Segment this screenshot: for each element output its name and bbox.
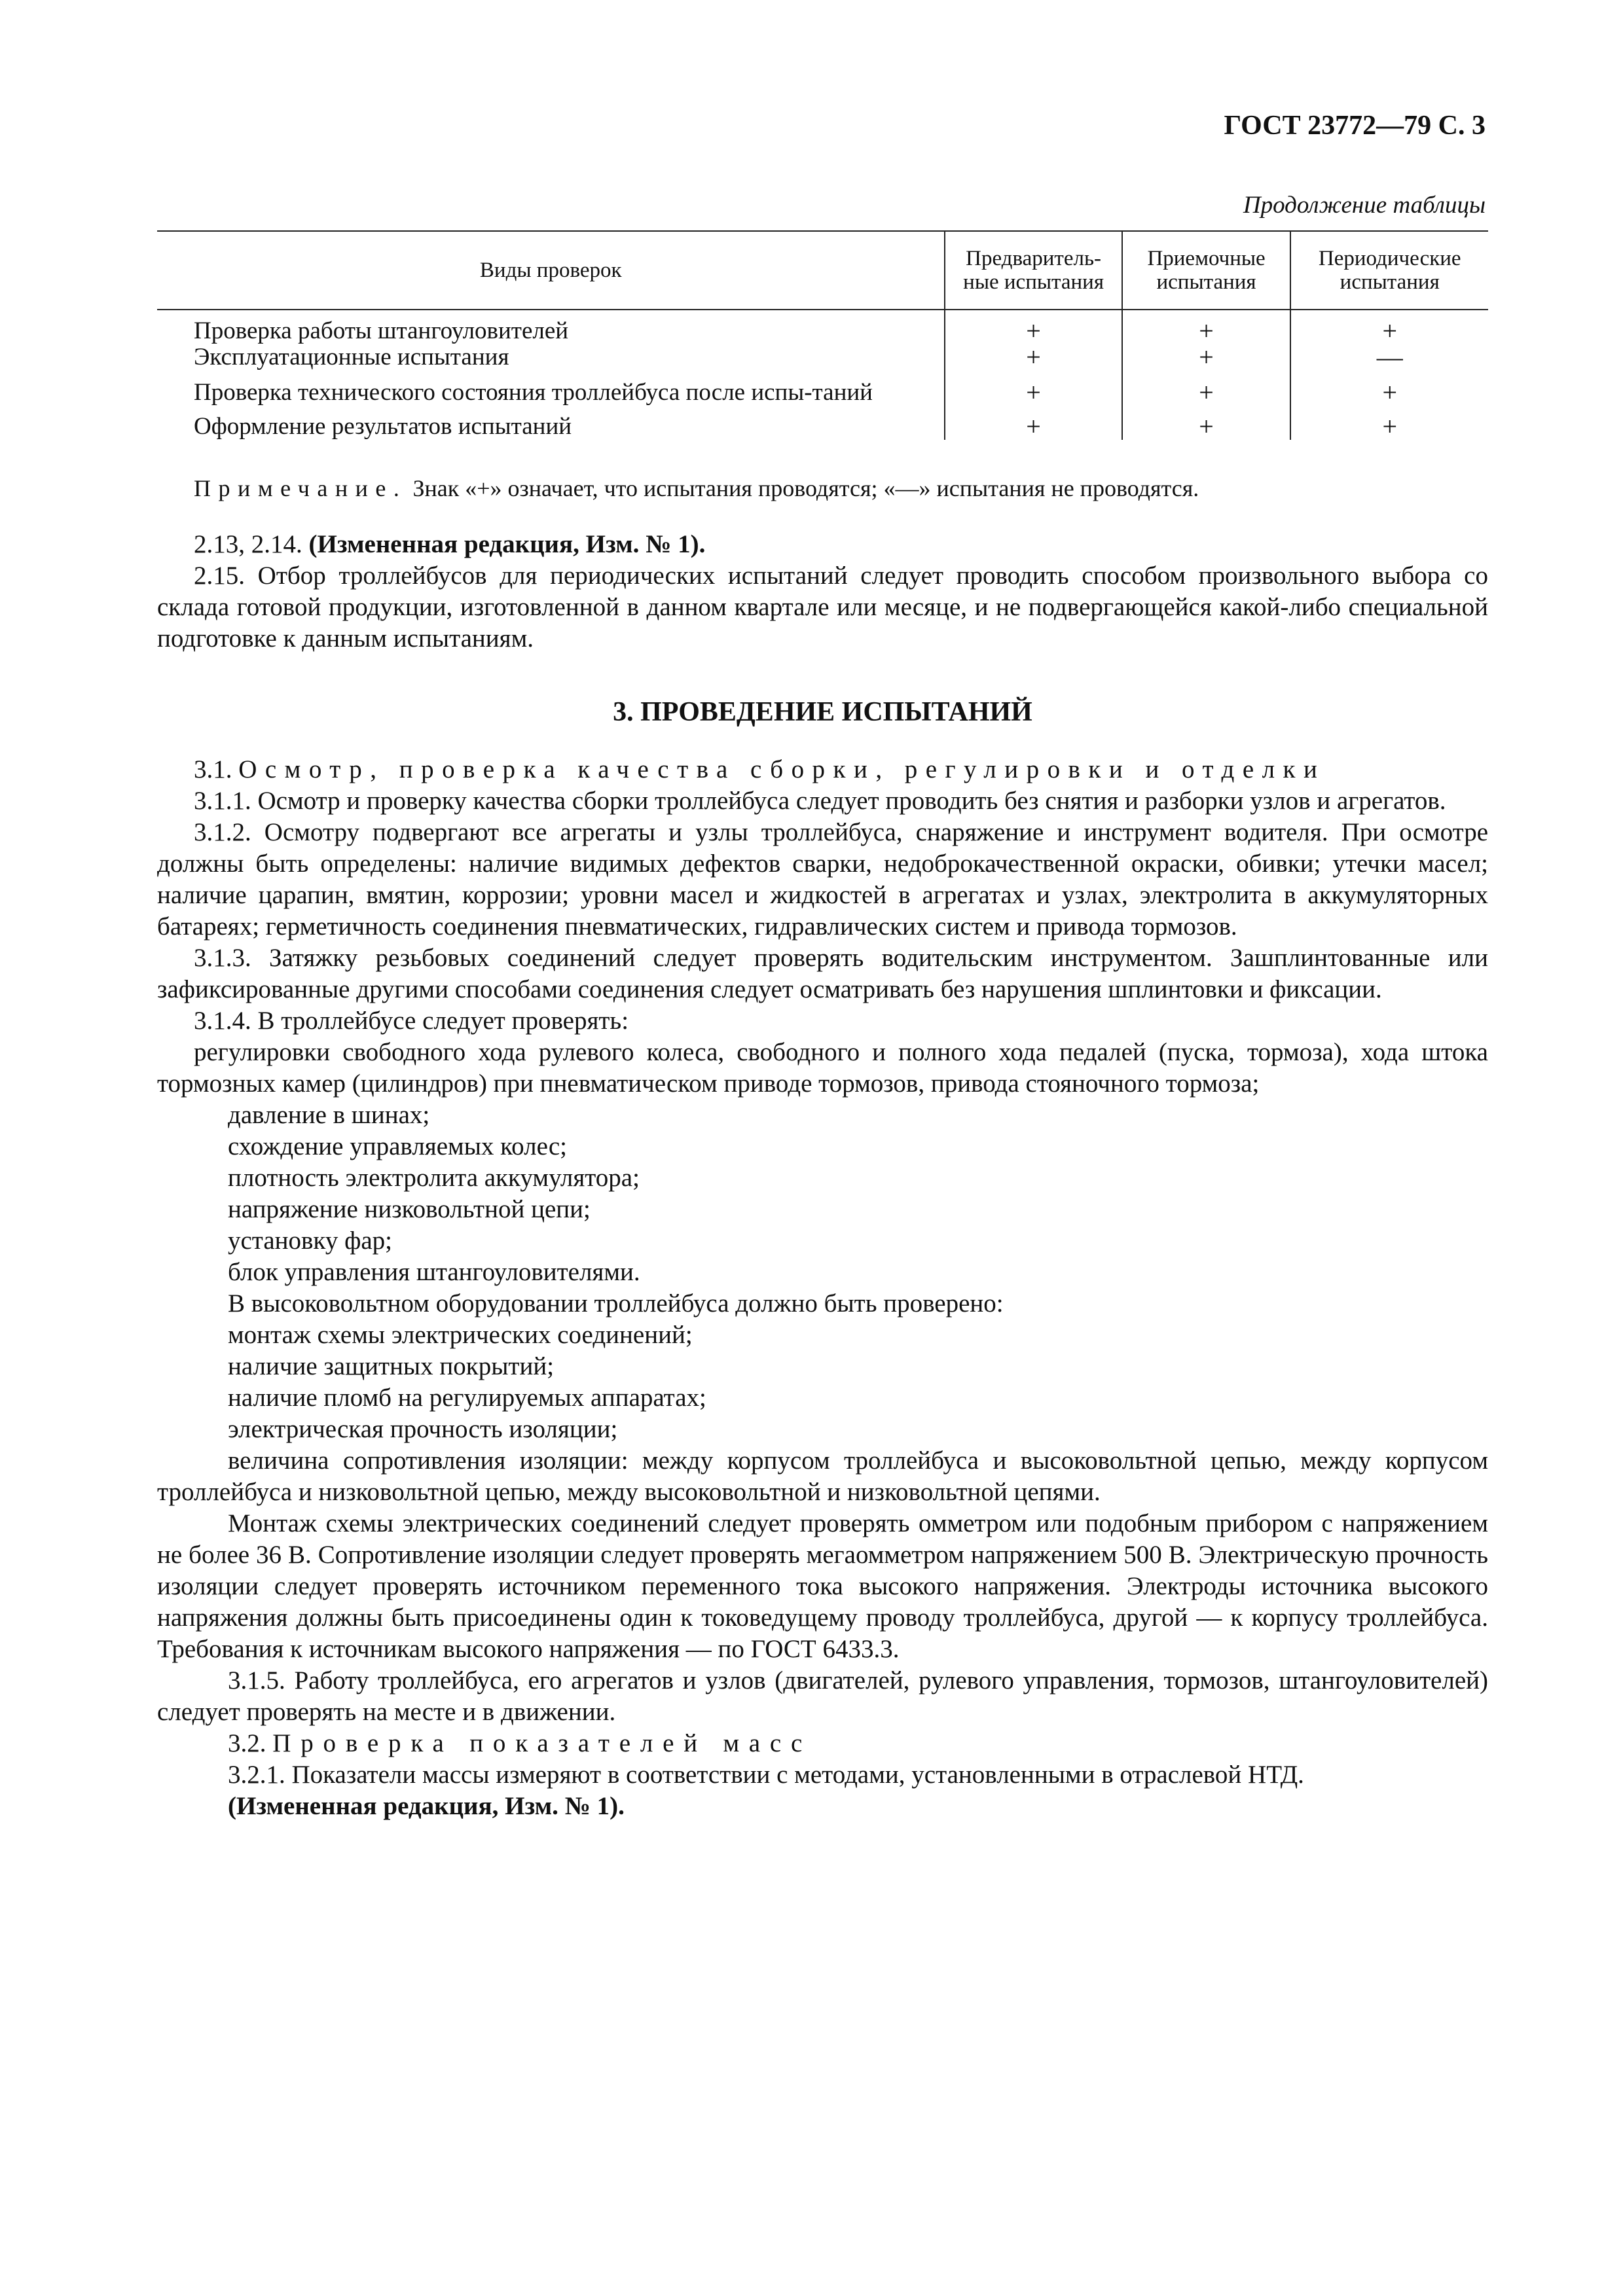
row-name bbox=[157, 370, 945, 406]
row-name: Оформление результатов испытаний bbox=[194, 413, 572, 440]
table-row bbox=[157, 344, 1488, 370]
row-mark: + bbox=[1290, 370, 1488, 406]
list-item: схождение управляемых колес; bbox=[228, 1132, 568, 1160]
paragraph-3-1-2: 3.1.2. Осмотру подвергают все агрегаты и узлы троллейбуса, снаряжение и инструмент водителя. При осмотре должны быть определены: наличие видимых дефектов сварки, недоброкачественной окраски, обивки; утечки масел; наличие царапин, вмятин, коррозии; уровни масел и жидкостей в агрегатах и узлах, электролита в аккумуляторных батареях; герметичность соединения пневматических, гидравлических систем и привода тормозов. bbox=[157, 818, 1488, 941]
row-mark: + bbox=[1290, 310, 1488, 344]
checks-table bbox=[157, 230, 1488, 440]
section-3-body bbox=[157, 754, 1488, 1822]
paragraph-3-1-3: 3.1.3. Затяжку резьбовых соединений следует проверять водительским инструментом. Зашплинтованные или зафиксированные другими способами соединения следует осматривать без нарушения шплинтовки и фиксации. bbox=[157, 944, 1488, 1003]
row-mark: + bbox=[1122, 310, 1291, 344]
paragraph-regulation: регулировки свободного хода рулевого колеса, свободного и полного хода педалей (пуска, тормоза), хода штока тормозных камер (цилиндров) при пневматическом приводе тормозов, привода стояночного тормоза; bbox=[157, 1038, 1488, 1098]
row-mark: + bbox=[945, 406, 1122, 440]
note-label: Примечание. bbox=[194, 475, 407, 501]
paragraph-2-13-num: 2.13, 2.14. bbox=[194, 530, 302, 558]
amendment-note: (Измененная редакция, Изм. № 1). bbox=[228, 1792, 625, 1820]
col-header-check-types: Виды проверок bbox=[157, 231, 945, 310]
paragraph-hv: В высоковольтном оборудовании троллейбуса должно быть проверено: bbox=[228, 1289, 1004, 1318]
row-mark: + bbox=[1290, 406, 1488, 440]
row-name: Проверка работы штангоуловителей bbox=[194, 317, 569, 344]
col-header-periodic: Периодические испытания bbox=[1290, 231, 1488, 310]
paragraph-3-1-1: 3.1.1. Осмотр и проверку качества сборки троллейбуса следует проводить без снятия и разборки узлов и агрегатов. bbox=[194, 787, 1446, 815]
list-item: монтаж схемы электрических соединений; bbox=[228, 1321, 693, 1349]
list-item: блок управления штангоуловителями. bbox=[228, 1258, 640, 1286]
note-text: Знак «+» означает, что испытания проводятся; «—» испытания не проводятся. bbox=[412, 475, 1199, 501]
table-header-row bbox=[157, 231, 1488, 310]
paragraph-3-1-4: 3.1.4. В троллейбусе следует проверять: bbox=[194, 1007, 629, 1035]
subsection-number: 3.1. bbox=[194, 755, 232, 783]
row-mark: + bbox=[945, 370, 1122, 406]
table-row bbox=[157, 310, 1488, 344]
list-item: наличие защитных покрытий; bbox=[228, 1352, 555, 1380]
subsection-title: Проверка показателей масс bbox=[272, 1729, 812, 1757]
row-mark: + bbox=[1122, 406, 1291, 440]
list-item: наличие пломб на регулируемых аппаратах; bbox=[228, 1384, 706, 1412]
subsection-3-2-heading bbox=[157, 1728, 1488, 1759]
row-mark: + bbox=[945, 344, 1122, 370]
col-header-acceptance: Приемочные испытания bbox=[1122, 231, 1291, 310]
row-name-text: Проверка технического состояния троллейбуса после испы-таний bbox=[194, 379, 873, 406]
list-item: давление в шинах; bbox=[228, 1101, 430, 1129]
list-item: напряжение низковольтной цепи; bbox=[228, 1195, 591, 1223]
table-row bbox=[157, 370, 1488, 406]
subsection-3-1-heading bbox=[157, 754, 1488, 785]
subsection-number: 3.2. bbox=[228, 1729, 266, 1757]
row-mark: + bbox=[945, 310, 1122, 344]
row-mark: + bbox=[1122, 370, 1291, 406]
row-mark: + bbox=[1122, 344, 1291, 370]
paragraph-2-15: 2.15. Отбор троллейбусов для периодических испытаний следует проводить способом произвольного выбора со склада готовой продукции, изготовленной в данном квартале или месяце, и не подвергающейся какой-либо специальной подготовке к данным испытаниям. bbox=[157, 562, 1488, 653]
paragraph-3-2-1: 3.2.1. Показатели массы измеряют в соответствии с методами, установленными в отраслевой НТД. bbox=[228, 1761, 1304, 1789]
list-item: электрическая прочность изоляции; bbox=[228, 1415, 618, 1443]
section-3-title: 3. ПРОВЕДЕНИЕ ИСПЫТАНИЙ bbox=[613, 697, 1032, 727]
page-header: ГОСТ 23772—79 С. 3 bbox=[1224, 111, 1486, 141]
table-row bbox=[157, 406, 1488, 440]
table-note bbox=[157, 473, 1488, 504]
paragraph-resistance: величина сопротивления изоляции: между корпусом троллейбуса и высоковольтной цепью, между корпусом троллейбуса и низковольтной цепью, между высоковольтной и низковольтной цепями. bbox=[157, 1446, 1488, 1506]
row-name: Эксплуатационные испытания bbox=[194, 344, 509, 370]
table-caption: Продолжение таблицы bbox=[1243, 192, 1486, 219]
paragraph-3-1-5: 3.1.5. Работу троллейбуса, его агрегатов и узлов (двигателей, рулевого управления, тормозов, штангоуловителей) следует проверять на месте и в движении. bbox=[157, 1666, 1488, 1726]
amendment-note: (Измененная редакция, Изм. № 1). bbox=[308, 530, 706, 558]
paragraph-2-13 bbox=[157, 529, 1488, 560]
list-item: установку фар; bbox=[228, 1227, 392, 1255]
col-header-preliminary: Предваритель- ные испытания bbox=[945, 231, 1122, 310]
subsection-title: Осмотр, проверка качества сборки, регулировки и отделки bbox=[238, 755, 1326, 783]
section-2-tail bbox=[157, 529, 1488, 655]
row-mark: — bbox=[1290, 344, 1488, 370]
list-item: плотность электролита аккумулятора; bbox=[228, 1164, 640, 1192]
paragraph-montage: Монтаж схемы электрических соединений следует проверять омметром или подобным прибором с напряжением не более 36 В. Сопротивление изоляции следует проверять мегаомметром напряжением 500 В. Электрическую прочность изоляции следует проверять источником переменного тока высокого напряжения. Электроды источника высокого напряжения должны быть присоединены один к токоведущему проводу троллейбуса, другой — к корпусу троллейбуса. Требования к источникам высокого напряжения — по ГОСТ 6433.3. bbox=[157, 1509, 1488, 1663]
